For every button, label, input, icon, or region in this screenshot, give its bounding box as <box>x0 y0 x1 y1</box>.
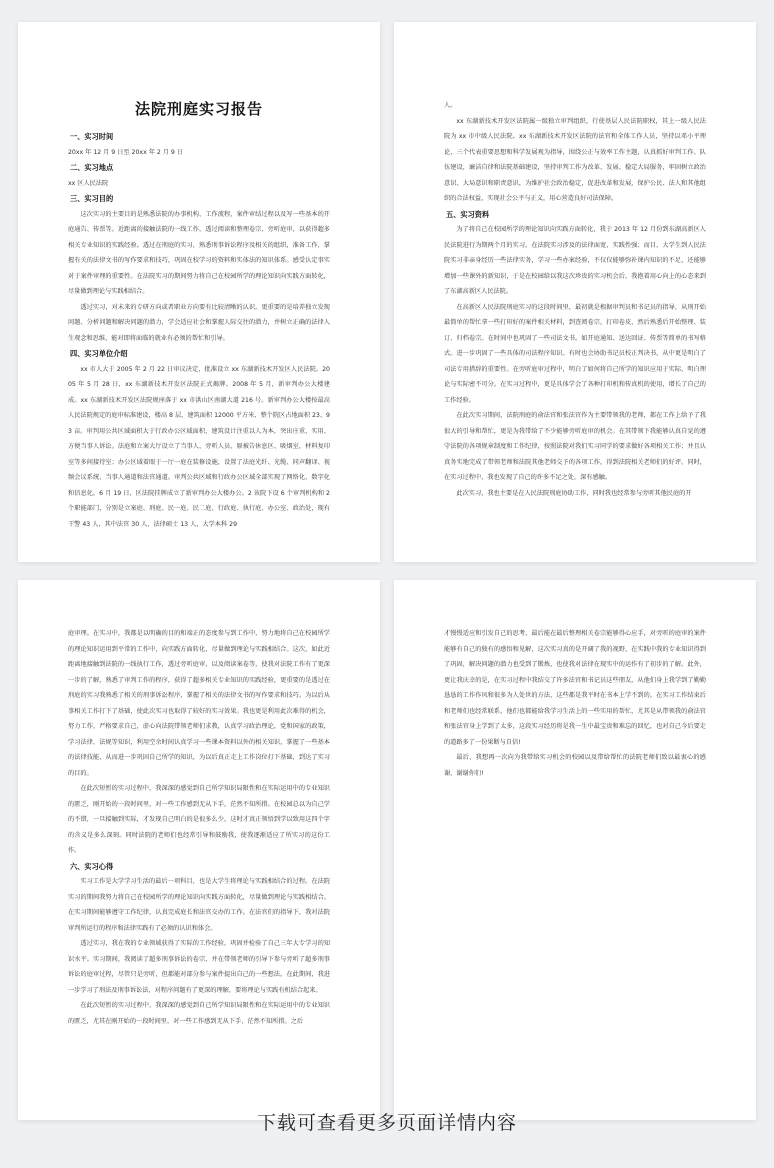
document-page-2 <box>394 22 756 562</box>
paragraph: 透过实习，我在我的专业领域获得了实际的工作经验，巩固并检验了自己三年大专学习的知识水平。实习期间，我阅读了超多刑事诉讼的卷宗，并在带领老师的引导下参与旁听了超多刑事诉讼的庭审过程，尽管只是旁听，但都能对部分参与案件提出自己的一些想法。在此期间，我进一步学习了刑法及刑事诉讼法，对程序问题有了更深的理解，要将理论与实践有机结合起来。 <box>68 940 330 994</box>
page-1-body <box>68 129 330 532</box>
document-page-1 <box>18 22 380 562</box>
download-more-prompt[interactable]: 下载可查看更多页面详情内容 <box>256 1112 517 1134</box>
paragraph: 在此次短暂的实习过程中，我深深的感觉到自己所学知识局限性和在实际运用中的专业知识的匮乏，尤其在刚开始的一段时间里，对一些工作感到无从下手，茫然不知所措。之后 <box>68 1002 330 1025</box>
paragraph: 在此次短暂的实习过程中，我深深的感觉到自己所学知识局限性和在实际运用中的专业知识的匮乏，刚开始的一段时间里，对一些工作感到无从下手，茫然不知所措。在校园总以为自己学的不错，一旦接触到实际，才发现自己明白的是很多么少，这时才真正领悟到学以致用这四个字的含义是多么深刻。同时法院的老师们也经常引导和鼓励我，使我逐渐适应了所实习的这份工作。 <box>68 785 330 854</box>
paragraph: 在此次实习期间，法院刑庭的俞法官和张法官作为主要带领我的老师，都在工作上给予了我很大的引导和帮忙，更是为我带给了不少能够旁听庭审的机会。在其带领下我能够认真自觉的遵守法院的各项规章制度和工作纪律，按照法院对我们实习同学的要求做好各项相关工作；并且认真务实地完成了带领老师和法院其他老师交予的各项工作，得到法院相关老师们的好评。同时，在实习过程中，我也发现了自己的许多不足之处，深有感触。 <box>444 412 706 481</box>
section-heading: 三、实习目的 <box>70 194 114 203</box>
paragraph: 实习工作是大学学习生活的最后一项科目，也是大学生将理论与实践相结合的过程。在法院实习的期间我努力将自己在校园所学的理论知识向实践方面转化，尽量做到理论与实践相结合。在实习期间能够遵守工作纪律，认真完成庭长和法官交办的工作。在法官们的指导下，我对法院审判所运行的程序和法律实践有了必须的认识和体会。 <box>68 878 330 932</box>
section-heading: 一、实习时间 <box>70 132 114 141</box>
section-heading: 五、实习资料 <box>446 209 490 219</box>
document-page-3 <box>18 580 380 1120</box>
paragraph: 此次实习，我也主要是在人民法院刑庭协助工作，同时我也经常参与旁听其他民庭的开 <box>456 489 692 497</box>
paragraph: xx 市人大于 2005 年 2 月 22 日审议决定，批准设立 xx 东湖新技术开发区人民法院。2005 年 5 月 28 日，xx 东湖新技术开发区法院正式揭牌。2008 年 5 月，新审判办公大楼建成。xx 东湖新技术开发区法院规座落于 xx 市洪山区南湖大道 216 号。新审判办公大楼按最高人民法院规定的庭审标准建设，楼高 8 层，建筑面积 12000 平方米，整个院区占地面积 23、93 亩。审判用公共区域面积大于行政办公区域面积，建筑设计注重以人为本，突出庄重、实用、方便当事人诉讼。法庭和立案大厅设立了当事人、旁听人员、原被告休息区、吸烟室，材料复印室等多间接待室；办公区域着眼于一厅一庭在装修设施，设置了法庭光纤、光缆、同声翻译、视频会议系统、当事人通道和法官通道。审判公共区域和行政办公区域全部实现了网络化、数字化和信息化。6 月 19 日，区法院挂牌成立了新审判办公大楼办公。2 该院下设 6 个审判机构和 2 个职能部门，分别是立案庭、刑庭、民一庭、民二庭、行政庭、执行庭、办公室、政治处，现有干警 43 人，其中法官 30 人，法律硕士 13 人，大学本科 29 <box>68 365 330 528</box>
section-heading: 六、实习心得 <box>70 861 114 871</box>
paragraph: xx 区人民法院 <box>68 179 109 187</box>
paragraph: 透过实习，对未来的专研方向或者职业方向要有比较清晰的认识。更重要的是培养独立发现问题、分析问题和解决问题的潜力，学会适应社会和掌握人际交往的潜力，并树立正确的法律人生观念和思维，能对即将面临的就业有必须的帮忙和引导。 <box>68 303 330 342</box>
section-heading: 二、实习地点 <box>70 163 114 172</box>
paragraph: 为了将自己在校园所学的理论知识向实践方面转化，我于 2013 年 12 月份到东湖高新区人民法院进行为期两个月的实习。在法院实习涉及的法律面宽，实践性强；而目，大学生到人民法院实习非亲身经历一些法律实务，学习一些办案经验，不仅仅能够弥补课内知识的不足，还能够增加一些课外的新知识，于是在校园给以我这次珍贵的实习机会后，我抱着用心向上的心态来到了东湖高新区人民法院。 <box>444 226 706 295</box>
section-heading: 四、实习单位介绍 <box>70 349 128 358</box>
paragraph: 才慢慢适应和引发自己的思考，最后能在最后整理相关卷宗能够得心应手，对旁听的庭审的案件能够有自己的独有的感悟和见解，这次实习真的是开阔了我的视野，在实践中我的专业知识得到了巩固，解决问题的潜力也受到了锻炼，也使我对法律在现实中的运作有了初步的了解。此外，更让我庆幸的是，在实习过程中我结交了许多法官和书记员这些朋友，从他们身上我学到了勤勤恳恳的工作作风和很多为人处世的方法，这些都是我平时在书本上学不到的。在实习工作结束后和老师们也经常联系，他们也都能给我学习生活上的一些实用的帮忙，尤其是从带领我的俞法官和张法官身上学到了太多，这段实习经历将是我一生中最宝贵和难忘的回忆，也对自己今后要走的道路多了一份果断与自信! <box>444 630 706 746</box>
page-3-body <box>68 626 330 1029</box>
paragraph: 庭审理。在实习中，我都是以明确的目的和端正的态度参与到工作中，努力地将自己在校园所学的理论知识运用到平常的工作中，向实践方面转化，尽量做到理论与实践相结合。这次，如此近距离地接触到法院的一线执行工作，透过旁听庭审，以及阅读案卷等，使我对法院工作有了更深一步的了解，熟悉了审判工作的程序，获得了超多相关专业知识的实践经验，更重要的是透过在刑庭的实习我熟悉了相关的刑事诉讼程序，掌握了相关的法律文书的写作要求和技巧。为以后从事相关工作打下了基础，使此次实习也取得了较好的实习效果。我也更是利用此次难得的机会，努力工作，严格要求自己，虚心向法院带领老师们求教，认真学习政治理论，党和国家的政策，学习法律、法规等知识，利用空余时间认真学习一些课本资料以外的相关知识，掌握了一些基本的法律技能，从而进一步巩固自己所学的知识，为以后真正走上工作岗位打下基础，到达了实习的目的。 <box>68 630 330 777</box>
page-4-body <box>444 626 706 781</box>
page-2-body <box>444 98 706 501</box>
document-title: 法院刑庭实习报告 <box>134 100 263 118</box>
document-page-4 <box>394 580 756 1120</box>
paragraph: 20xx 年 12 月 9 日至 20xx 年 2 月 9 日 <box>68 148 184 156</box>
paragraph: 人。 <box>444 102 457 109</box>
paragraph: 这次实习的主要目的是熟悉法院的办事机构、工作流程，案件审结过程以及写一些基本的开庭通告、传票等。近距离的接触法院的一线工作，透过阅读和整理卷宗、旁听庭审，以获得超多相关专业知识的实践经验。透过在刑庭的实习，熟悉刑事诉讼程序及相关的组织，准备工作，掌握有关的法律文书的写作要求和技巧，巩固在校学习的资料和实体法的知识体系。感受认定事实对于案件审理的重要性。在法院实习的期间努力将自己在校园所学的理论知识向实践方面转化，尽量做到理论与实践相结合。 <box>68 210 330 295</box>
paragraph: xx 东湖新技术开发区法院属一级独立审判组织，行使基层人民法院职权，其上一级人民法院为 xx 市中级人民法院。xx 东湖新技术开发区法院的法官和全体工作人员，坚持以邓小平理论，三个代表重要思想和科学发展观为指导，围绕公正与效率工作主题，认真抓好审判工作、队伍建设，廉洁自律和法院基础建设，坚持审判工作为改革、发展、稳定大局服务，牢固树立政治意识、大局意识和职责意识，为维护社会政治稳定，促进改革和发展，保护公民、法人和其他组织的合法权益，实现社会公平与正义，用心营造良好司法保障。 <box>444 117 706 202</box>
paragraph: 在高新区人民法院刑庭实习的这段时间里，最初就是根据审判员和书记员的指导，从刑开始最简单的帮忙拿一些打印好的案件相关材料，到查阅卷宗，打印卷皮，然后熟悉后开始整理、装订、归档卷宗。在时间中也巩固了一些司法文书。如开庭通知、送达回证、传票等简单的书写格式。进一步巩固了一些具体的司法程序知识。有时也会协助书记员校正判决书，从中更是明白了司法专用措辞的重要性。在旁听庭审过程中，明白了如何将自己所学的知识应用于实际，明白理论与实际密不可分。在实习过程中，更是具体学会了各种打印机和传真机的使用，增长了自己的工作经验。 <box>444 303 706 404</box>
paragraph: 最后，我想再一次向为我带给实习机会的校园以及带给帮忙的法院老师们致以最衷心的感谢，谢谢你们! <box>444 754 706 777</box>
